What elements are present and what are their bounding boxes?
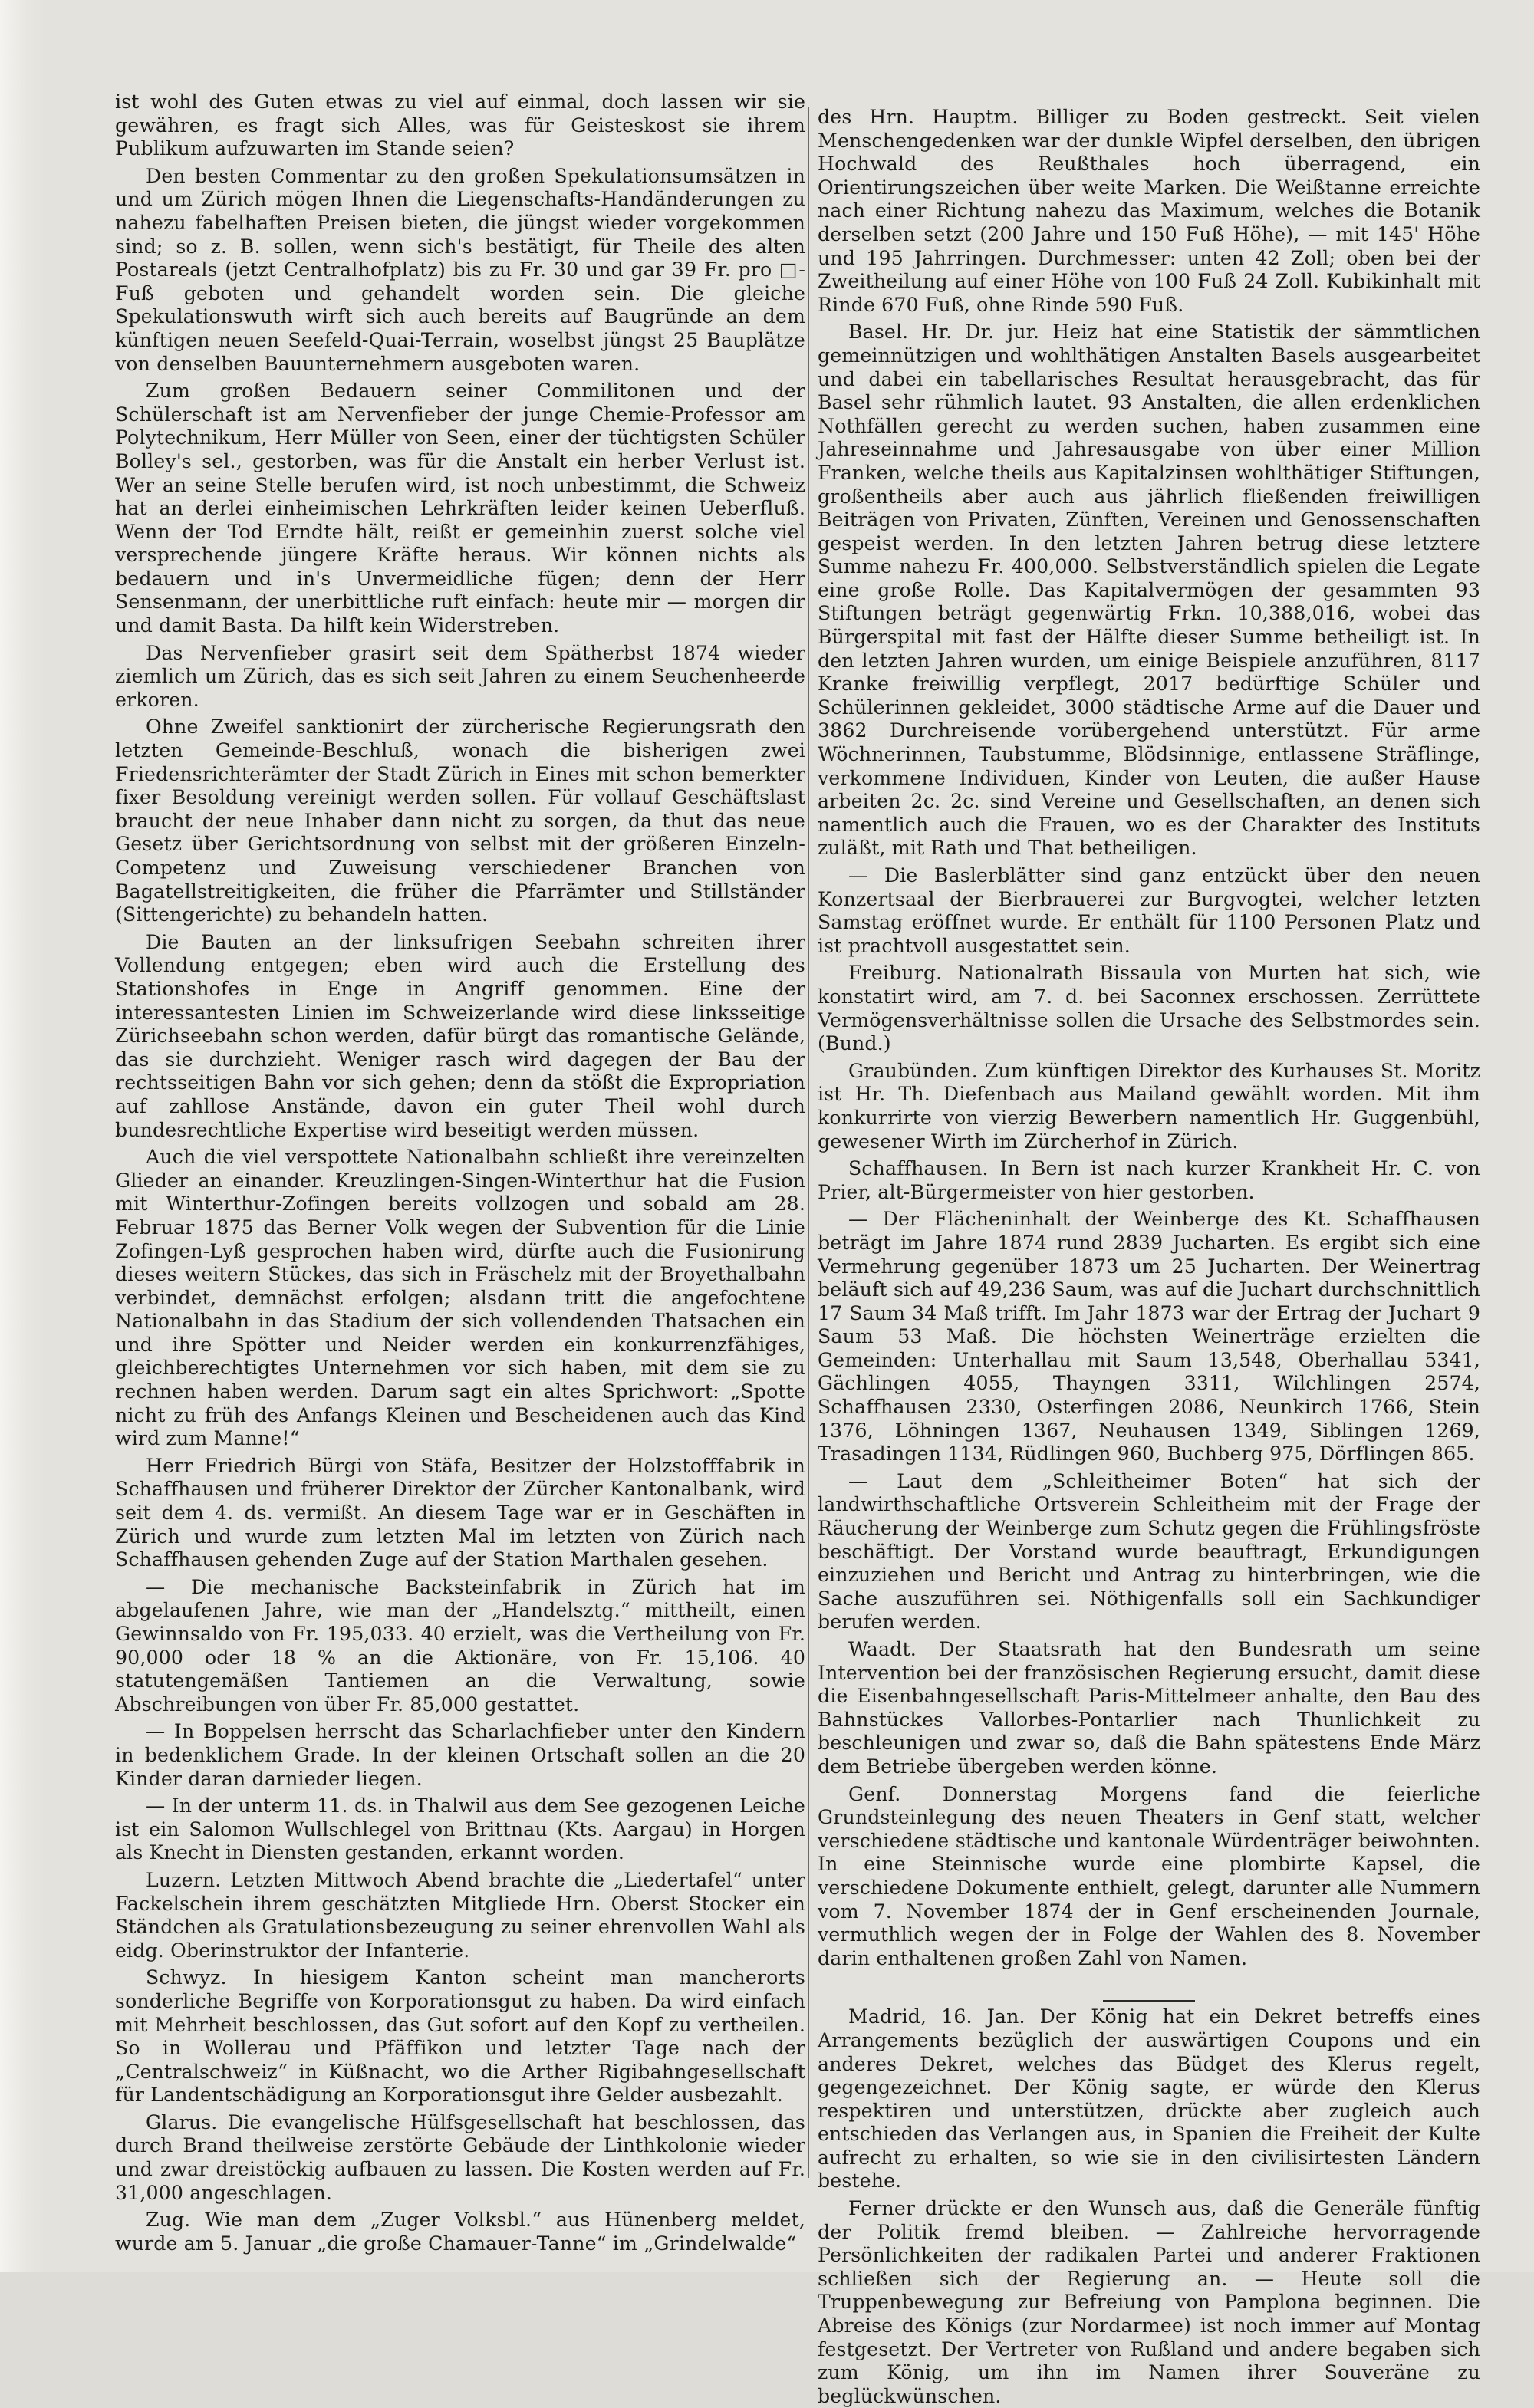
paragraph-left-4: Das Nervenfieber grasirt seit dem Spätherbst 1874 wieder ziemlich um Zürich, das es sich seit Jahren zu einem Seuchenheerde erkoren. xyxy=(115,641,805,711)
paragraph-left-12: Luzern. Letzten Mittwoch Abend brachte die „Liedertafel“ unter Fackelschein ihrem geschätzten Mitgliede Hrn. Oberst Stocker ein Ständchen als Gratulationsbezeugung zu seiner ehrenvollen Wahl als eidg. Oberinstruktor der Infanterie. xyxy=(115,1868,805,1962)
page-binding-edge xyxy=(0,0,46,2272)
paragraph-left-6: Die Bauten an der linksufrigen Seebahn schreiten ihrer Vollendung entgegen; eben wird auch die Erstellung des Stationshofes in Enge in Angriff genommen. Eine der interessantesten Linien im Schweizerlande wird diese linksseitige Zürichseebahn schon werden, dafür bürgt das romantische Gelände, das sie durchzieht. Weniger rasch wird dagegen der Bau der rechtsseitigen Bahn vor sich gehen; denn da stößt die Expropriation auf zahllose Anstände, davon ein guter Theil wohl durch bundesrechtliche Expertise wird beseitigt werden müssen. xyxy=(115,930,805,1141)
paragraph-left-3: Zum großen Bedauern seiner Commilitonen und der Schülerschaft ist am Nervenfieber der junge Chemie-Professor am Polytechnikum, Herr Müller von Seen, einer der tüchtigsten Schüler Bolley's sel., gestorben, was für die Anstalt ein herber Verlust ist. Wer an seine Stelle berufen wird, ist noch unbestimmt, die Schweiz hat an derlei einheimischen Lehrkräften leider keinen Ueberfluß. Wenn der Tod Erndte hält, reißt er gemeinhin zuerst solche viel versprechende jüngere Kräfte heraus. Wir können nichts als bedauern und in's Unvermeidliche fügen; denn der Herr Sensenmann, der unerbittliche ruft einfach: heute mir — morgen dir und damit Basta. Da hilft kein Widerstreben. xyxy=(115,380,805,637)
paragraph-right-9: Waadt. Der Staatsrath hat den Bundesrath um seine Intervention bei der französischen Regierung ersucht, damit diese die Eisenbahngesellschaft Paris-Mittelmeer anhalte, den Bau des Bahnstückes Vallorbes-Pontarlier nach Thunlichkeit zu beschleunigen und zwar so, daß die Bahn spätestens Ende März dem Betriebe übergeben werden könne. xyxy=(818,1638,1480,1778)
paragraph-left-8: Herr Friedrich Bürgi von Stäfa, Besitzer der Holzstofffabrik in Schaffhausen und früherer Direktor der Zürcher Kantonalbank, wird seit dem 4. ds. vermißt. An diesem Tage war er in Geschäften in Zürich und wurde zum letzten Mal im letzten von Zürich nach Schaffhausen gehenden Zuge auf der Station Marthalen gesehen. xyxy=(115,1454,805,1571)
paragraph-right-7: — Der Flächeninhalt der Weinberge des Kt. Schaffhausen beträgt im Jahre 1874 rund 2839 Jucharten. Es ergibt sich eine Vermehrung gegenüber 1873 um 25 Jucharten. Der Weinertrag beläuft sich auf 49,236 Saum, was auf die Juchart durchschnittlich 17 Saum 34 Maß trifft. Im Jahr 1873 war der Ertrag der Juchart 9 Saum 53 Maß. Die höchsten Weinerträge erzielten die Gemeinden: Unterhallau mit Saum 13,548, Oberhallau 5341, Gächlingen 4055, Thayngen 3311, Wilchlingen 2574, Schaffhausen 2330, Osterfingen 2086, Neunkirch 1766, Stein 1376, Löhningen 1367, Neuhausen 1349, Siblingen 1269, Trasadingen 1134, Rüdlingen 960, Buchberg 975, Dörflingen 865. xyxy=(818,1208,1481,1466)
paragraph-right-5: Graubünden. Zum künftigen Direktor des Kurhauses St. Moritz ist Hr. Th. Diefenbach aus Mailand gewählt worden. Mit ihm konkurrirte von vierzig Bewerbern namentlich Hr. Guggenbühl, gewesener Wirth im Zürcherhof in Zürich. xyxy=(818,1059,1480,1153)
paragraph-right-4: Freiburg. Nationalrath Bissaula von Murten hat sich, wie konstatirt wird, am 7. d. bei Saconnex erschossen. Zerrüttete Vermögensverhältnisse sollen die Ursache des Selbstmordes sein. (Bund.) xyxy=(818,962,1480,1055)
paragraph-left-15: Zug. Wie man dem „Zuger Volksbl.“ aus Hünenberg meldet, wurde am 5. Januar „die große Chamauer-Tanne“ im „Grindelwalde“ xyxy=(115,2209,805,2255)
section-separator xyxy=(818,1984,1480,1985)
paragraph-right-12: Ferner drückte er den Wunsch aus, daß die Generäle fünftig der Politik fremd bleiben. — Zahlreiche hervorragende Persönlichkeiten der radikalen Partei und anderer Fraktionen schließen sich der Regierung an. — Heute soll die Truppenbewegung zur Befreiung von Pamplona beginnen. Die Abreise des Königs (zur Nordarmee) ist noch immer auf Montag festgesetzt. Der Vertreter von Rußland und andere begaben sich zum König, um ihn im Namen ihrer Souveräne zu beglückwünschen. xyxy=(818,2197,1480,2407)
paragraph-right-1: des Hrn. Hauptm. Billiger zu Boden gestreckt. Seit vielen Menschengedenken war der dunkle Wipfel derselben, den übrigen Hochwald des Reußthales hoch überragend, ein Orientirungszeichen über weite Marken. Die Weißtanne erreichte nach einer Richtung nahezu das Maximum, welches die Botanik derselben setzt (200 Jahre und 150 Fuß Höhe), — mit 145' Höhe und 195 Jahrringen. Durchmesser: unten 42 Zoll; oben bei der Zweitheilung auf einer Höhe von 100 Fuß 24 Zoll. Kubikinhalt mit Rinde 670 Fuß, ohne Rinde 590 Fuß. xyxy=(818,106,1480,316)
paragraph-left-11: — In der unterm 11. ds. in Thalwil aus dem See gezogenen Leiche ist ein Salomon Wullschlegel von Brittnau (Kts. Aargau) in Horgen als Knecht in Diensten gestanden, erkannt worden. xyxy=(115,1794,805,1864)
paragraph-left-5: Ohne Zweifel sanktionirt der zürcherische Regierungsrath den letzten Gemeinde-Beschluß, wonach die bisherigen zwei Friedensrichterämter der Stadt Zürich in Eines mit schon bemerkter fixer Besoldung vereinigt werden sollen. Für vollauf Geschäftslast braucht der neue Inhaber dann nicht zu sorgen, da thut das neue Gesetz über Gerichtsordnung von selbst mit der größeren Einzeln-Competenz und Zuweisung verschiedener Branchen von Bagatellstreitigkeiten, die früher die Pfarrämter und Stillständer (Sittengerichte) zu behandeln hatten. xyxy=(115,715,805,926)
paragraph-right-6: Schaffhausen. In Bern ist nach kurzer Krankheit Hr. C. von Prier, alt-Bürgermeister von hier gestorben. xyxy=(818,1157,1480,1203)
paragraph-right-10: Genf. Donnerstag Morgens fand die feierliche Grundsteinlegung des neuen Theaters in Genf statt, welcher verschiedene städtische und kantonale Würdenträger beiwohnten. In eine Steinnische wurde eine plombirte Kapsel, die verschiedene Dokumente enthielt, gelegt, darunter alle Nummern vom 7. November 1874 der in Genf erscheinenden Journale, vermuthlich wegen der in Folge der Wahlen des 8. November darin enthaltenen großen Zahl von Namen. xyxy=(818,1782,1480,1969)
left-column xyxy=(115,90,805,2253)
column-rule xyxy=(808,107,809,2178)
paragraph-right-8: — Laut dem „Schleitheimer Boten“ hat sich der landwirthschaftliche Ortsverein Schleitheim mit der Frage der Räucherung der Weinberge zum Schutz gegen die Frühlingsfröste beschäftigt. Der Vorstand wurde beauftragt, Erkundigungen einzuziehen und Bericht und Antrag zu hinterbringen, wie die Sache auszuführen sei. Nöthigenfalls soll ein Sachkundiger berufen werden. xyxy=(818,1469,1480,1633)
paragraph-left-7: Auch die viel verspottete Nationalbahn schließt ihre vereinzelten Glieder an einander. Kreuzlingen-Singen-Winterthur hat die Fusion mit Winterthur-Zofingen bereits vollzogen und sobald am 28. Februar 1875 das Berner Volk wegen der Subvention für die Linie Zofingen-Lyß gesprochen haben wird, dürfte auch die Fusionirung dieses weitern Stückes, das sich in Fräschelz mit der Broyethalbahn verbindet, demnächst erfolgen; alsdann tritt die angefochtene Nationalbahn in das Stadium der sich vollendenden Thatsachen ein und ihre Spötter und Neider werden ein konkurrenzfähiges, gleichberechtigtes Unternehmen vor sich haben, mit dem sie zu rechnen haben werden. Darum sagt ein altes Sprichwort: „Spotte nicht zu früh des Anfangs Kleinen und Bescheidenen auch das Kind wird zum Manne!“ xyxy=(115,1146,805,1450)
paragraph-right-3: — Die Baslerblätter sind ganz entzückt über den neuen Konzertsaal der Bierbrauerei zur Burgvogtei, welcher letzten Samstag eröffnet wurde. Er enthält für 1100 Personen Platz und ist prachtvoll ausgestattet sein. xyxy=(818,864,1480,957)
paragraph-right-11: Madrid, 16. Jan. Der König hat ein Dekret betreffs eines Arrangements bezüglich der auswärtigen Coupons und ein anderes Dekret, welches das Büdget des Klerus regelt, gegengezeichnet. Der König sagte, er würde den Klerus respektiren und unterstützen, drückte aber zugleich auch entschieden das Verlangen aus, in Spanien die Freiheit der Kulte aufrecht zu erhalten, so wie sie in den civilisirtesten Ländern bestehe. xyxy=(818,2005,1480,2193)
paragraph-left-9: — Die mechanische Backsteinfabrik in Zürich hat im abgelaufenen Jahre, wie man der „Handelsztg.“ mittheilt, einen Gewinnsaldo von Fr. 195,033. 40 erzielt, was die Vertheilung von Fr. 90,000 oder 18 % an die Aktionäre, von Fr. 15,106. 40 statutengemäßen Tantiemen an die Verwaltung, sowie Abschreibungen von über Fr. 85,000 gestattet. xyxy=(115,1575,805,1716)
right-column xyxy=(818,106,1481,2407)
paragraph-left-2: Den besten Commentar zu den großen Spekulationsumsätzen in und um Zürich mögen Ihnen die Liegenschafts-Handänderungen zu nahezu fabelhaften Preisen bieten, die jüngst wieder vorgekommen sind; so z. B. sollen, wenn sich's bestätigt, für Theile des alten Postareals (jetzt Centralhofplatz) bis zu Fr. 30 und gar 39 Fr. pro □-Fuß geboten und gehandelt worden sein. Die gleiche Spekulationswuth wirft sich auch bereits auf Baugründe an dem künftigen neuen Seefeld-Quai-Terrain, woselbst jüngst 25 Bauplätze von denselben Bauunternehmern ausgeboten waren. xyxy=(115,164,805,375)
paragraph-left-13: Schwyz. In hiesigem Kanton scheint man mancherorts sonderliche Begriffe von Korporationsgut zu haben. Da wird einfach mit Mehrheit beschlossen, das Gut sofort auf den Kopf zu vertheilen. So in Wollerau und Pfäffikon und letzter Tage nach der „Centralschweiz“ in Küßnacht, wo die Arther Rigibahngesellschaft für Landentschädigung an Korporationsgut ihre Gelder ausbezahlt. xyxy=(115,1966,805,2107)
paragraph-left-14: Glarus. Die evangelische Hülfsgesellschaft hat beschlossen, das durch Brand theilweise zerstörte Gebäude der Linthkolonie wieder und zwar dreistöckig aufbauen zu lassen. Die Kosten werden auf Fr. 31,000 angeschlagen. xyxy=(115,2110,805,2204)
paragraph-left-10: — In Boppelsen herrscht das Scharlachfieber unter den Kindern in bedenklichem Grade. In der kleinen Ortschaft sollen an die 20 Kinder daran darnieder liegen. xyxy=(115,1720,805,1790)
paragraph-left-1: ist wohl des Guten etwas zu viel auf einmal, doch lassen wir sie gewähren, es fragt sich Alles, was für Geisteskost sie ihrem Publikum aufzuwarten im Stande seien? xyxy=(115,90,805,160)
paragraph-right-2: Basel. Hr. Dr. jur. Heiz hat eine Statistik der sämmtlichen gemeinnützigen und wohlthätigen Anstalten Basels ausgearbeitet und dabei ein tabellarisches Resultat herausgebracht, das für Basel sehr rühmlich lautet. 93 Anstalten, die allen erdenklichen Nothfällen gerecht zu werden suchen, haben zusammen eine Jahreseinnahme und Jahresausgabe von über einer Million Franken, welche theils aus Kapitalzinsen wohlthätiger Stiftungen, großentheils aber auch aus jährlich fließenden freiwilligen Beiträgen von Privaten, Zünften, Vereinen und Genossenschaften gespeist werden. In den letzten Jahren betrug diese letztere Summe nahezu Fr. 400,000. Selbstverständlich spielen die Legate eine große Rolle. Das Kapitalvermögen der gesammten 93 Stiftungen beträgt gegenwärtig Frkn. 10,388,016, wobei das Bürgerspital mit fast der Hälfte dieser Summe betheiligt ist. In den letzten Jahren wurden, um einige Beispiele anzuführen, 8117 Kranke freiwillig verpflegt, 2017 bedürftige Schüler und Schülerinnen gekleidet, 3000 städtische Arme auf die Dauer und 3862 Durchreisende vorübergehend unterstützt. Für arme Wöchnerinnen, Taubstumme, Blödsinnige, entlassene Sträflinge, verkommene Individuen, Kinder von Leuten, die außer Hause arbeiten 2c. 2c. sind Vereine und Gesellschaften, an denen sich namentlich auch die Frauen, wo es der Charakter des Instituts zuläßt, mit Rath und That betheiligen. xyxy=(818,321,1480,860)
